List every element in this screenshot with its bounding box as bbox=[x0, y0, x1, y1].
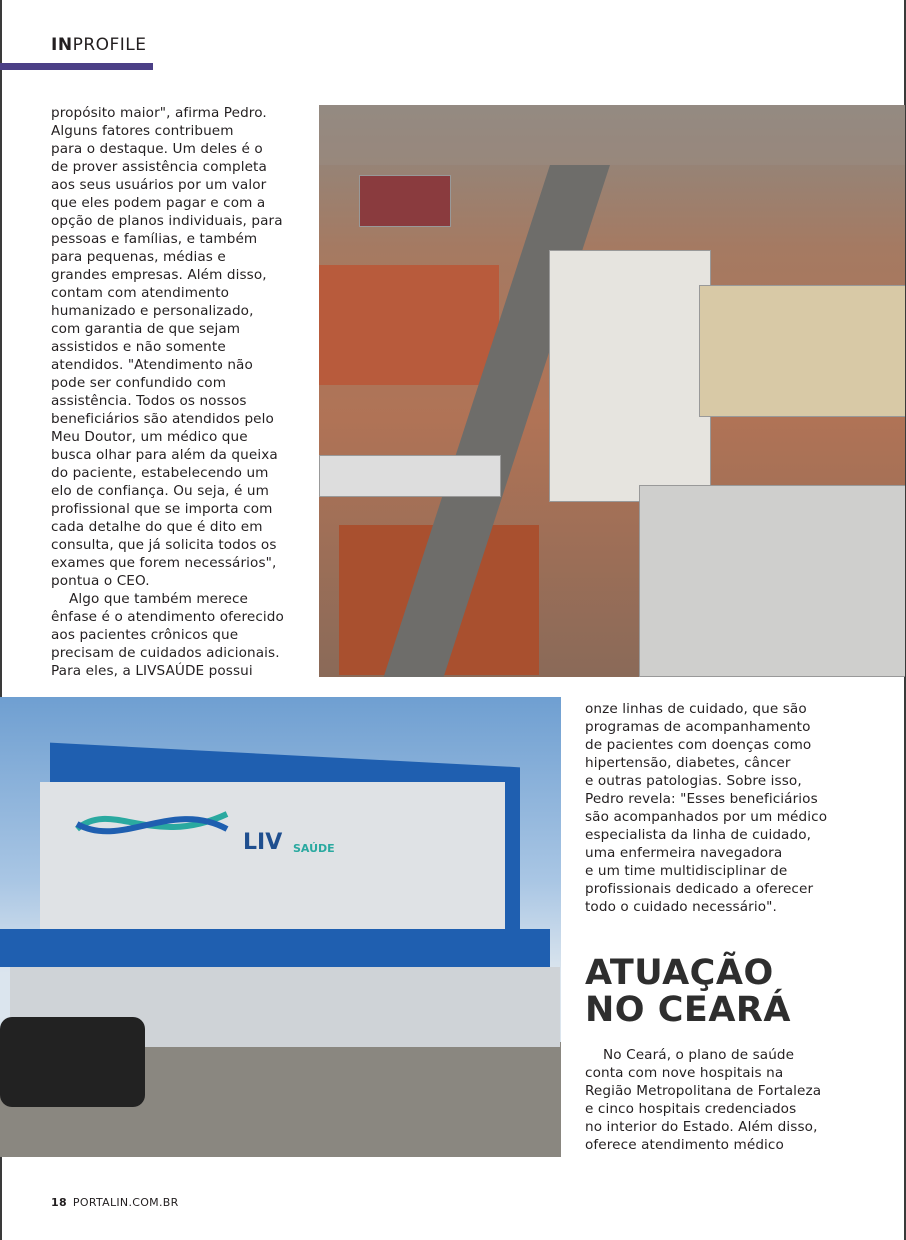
text-line: Alguns fatores contribuem bbox=[51, 123, 234, 139]
text-line: assistidos e não somente bbox=[51, 339, 226, 355]
text-line: do paciente, estabelecendo um bbox=[51, 465, 269, 481]
text-line: programas de acompanhamento bbox=[585, 719, 811, 735]
text-line: conta com nove hospitais na bbox=[585, 1065, 784, 1081]
text-line: atendidos. "Atendimento não bbox=[51, 357, 253, 373]
heading-line-1: ATUAÇÃO bbox=[585, 953, 774, 993]
text-line: todo o cuidado necessário". bbox=[585, 899, 777, 915]
text-line: aos pacientes crônicos que bbox=[51, 627, 239, 643]
text-line: aos seus usuários por um valor bbox=[51, 177, 267, 193]
text-line: pode ser confundido com bbox=[51, 375, 227, 391]
text-line: ênfase é o atendimento oferecido bbox=[51, 609, 284, 625]
text-line: Pedro revela: "Esses beneficiários bbox=[585, 791, 818, 807]
text-line: No Ceará, o plano de saúde bbox=[603, 1047, 795, 1063]
text-line: busca olhar para além da queixa bbox=[51, 447, 278, 463]
text-line: oferece atendimento médico bbox=[585, 1137, 784, 1153]
text-line: são acompanhados por um médico bbox=[585, 809, 828, 825]
text-line: assistência. Todos os nossos bbox=[51, 393, 247, 409]
section-header bbox=[51, 35, 147, 55]
heading-line-2: NO CEARÁ bbox=[585, 990, 791, 1030]
text-line: Meu Doutor, um médico que bbox=[51, 429, 248, 445]
text-line: pessoas e famílias, e também bbox=[51, 231, 258, 247]
text-line: Região Metropolitana de Fortaleza bbox=[585, 1083, 822, 1099]
right-text-column bbox=[585, 700, 827, 916]
livsaude-building-photo bbox=[0, 697, 561, 1157]
text-line: exames que forem necessários", bbox=[51, 555, 277, 571]
text-line: profissionais dedicado a oferecer bbox=[585, 881, 814, 897]
section-heading bbox=[585, 955, 791, 1029]
footer-site: PORTALIN.COM.BR bbox=[72, 1196, 179, 1209]
text-line: propósito maior", afirma Pedro. bbox=[51, 105, 267, 121]
text-line: hipertensão, diabetes, câncer bbox=[585, 755, 791, 771]
section-header-rest: PROFILE bbox=[72, 35, 147, 55]
text-line: e um time multidisciplinar de bbox=[585, 863, 788, 879]
text-line: consulta, que já solicita todos os bbox=[51, 537, 277, 553]
aerial-city-photo bbox=[319, 105, 905, 677]
text-line: para o destaque. Um deles é o bbox=[51, 141, 263, 157]
text-line: grandes empresas. Além disso, bbox=[51, 267, 267, 283]
text-line: e cinco hospitais credenciados bbox=[585, 1101, 797, 1117]
text-line: onze linhas de cuidado, que são bbox=[585, 701, 807, 717]
text-line: contam com atendimento bbox=[51, 285, 230, 301]
text-line: que eles podem pagar e com a bbox=[51, 195, 266, 211]
photo-logo-brand: LIV bbox=[243, 830, 283, 855]
text-line: e outras patologias. Sobre isso, bbox=[585, 773, 802, 789]
photo-logo-sub: SAÚDE bbox=[293, 842, 335, 855]
text-line: humanizado e personalizado, bbox=[51, 303, 254, 319]
text-line: profissional que se importa com bbox=[51, 501, 273, 517]
text-line: especialista da linha de cuidado, bbox=[585, 827, 812, 843]
text-line: Para eles, a LIVSAÚDE possui bbox=[51, 663, 253, 679]
header-accent-bar bbox=[0, 63, 153, 70]
section-header-bold: IN bbox=[51, 35, 73, 55]
text-line: de pacientes com doenças como bbox=[585, 737, 812, 753]
text-line: precisam de cuidados adicionais. bbox=[51, 645, 280, 661]
text-line: uma enfermeira navegadora bbox=[585, 845, 783, 861]
text-line: elo de confiança. Ou seja, é um bbox=[51, 483, 269, 499]
text-line: opção de planos individuais, para bbox=[51, 213, 283, 229]
text-line: beneficiários são atendidos pelo bbox=[51, 411, 274, 427]
text-line: cada detalhe do que é dito em bbox=[51, 519, 263, 535]
text-line: de prover assistência completa bbox=[51, 159, 267, 175]
text-line: no interior do Estado. Além disso, bbox=[585, 1119, 818, 1135]
page-footer bbox=[51, 1196, 179, 1209]
right-text-column-2 bbox=[585, 1046, 821, 1154]
page-number: 18 bbox=[51, 1196, 67, 1209]
liv-wave-logo-icon bbox=[72, 799, 232, 849]
text-line: para pequenas, médias e bbox=[51, 249, 226, 265]
text-line: Algo que também merece bbox=[69, 591, 249, 607]
text-line: pontua o CEO. bbox=[51, 573, 150, 589]
left-text-column bbox=[51, 104, 284, 680]
text-line: com garantia de que sejam bbox=[51, 321, 241, 337]
